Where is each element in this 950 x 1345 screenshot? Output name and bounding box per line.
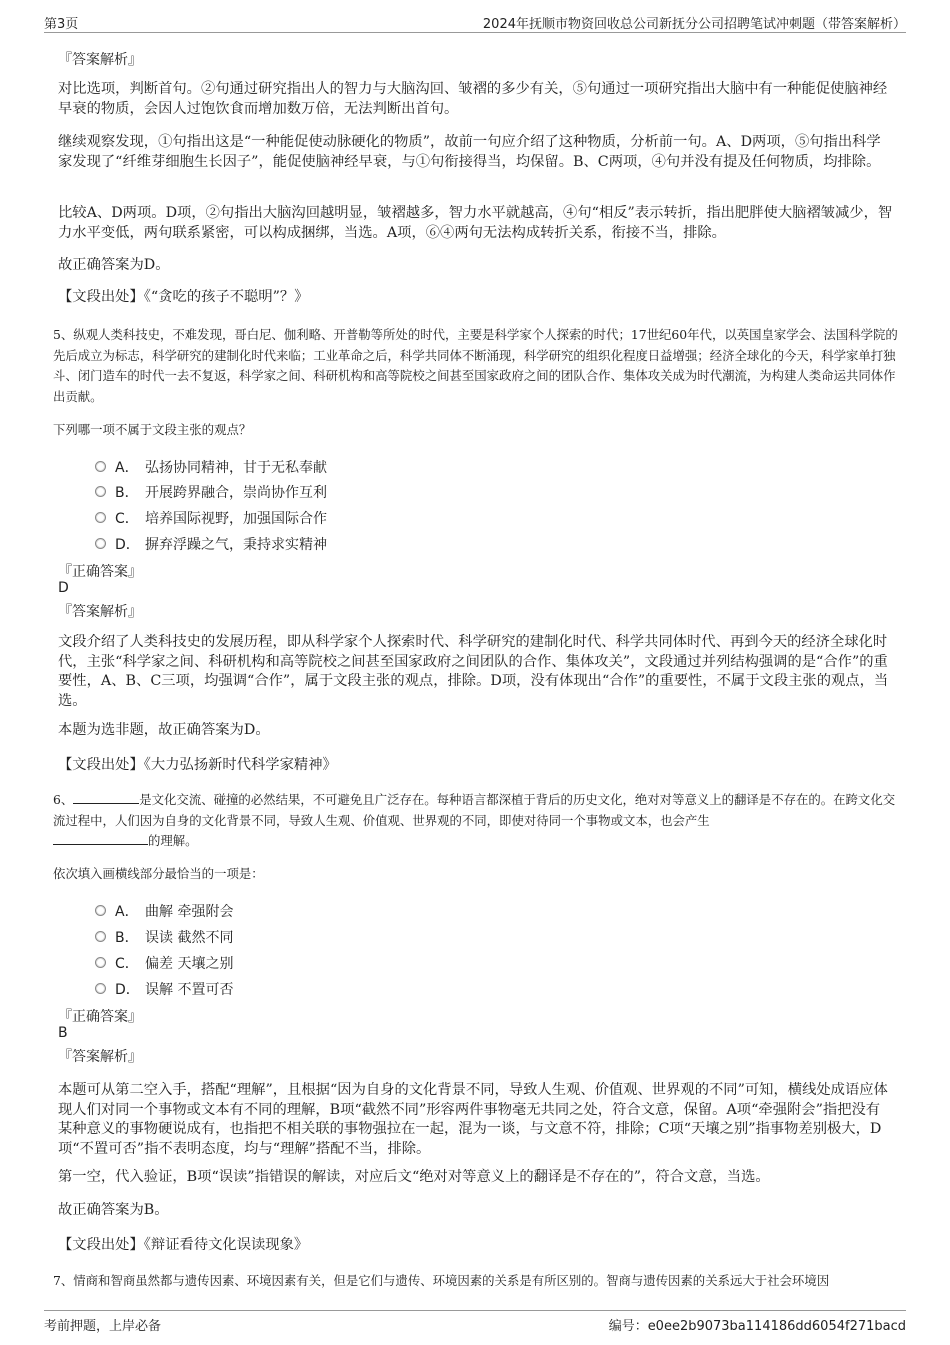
option-text: 培养国际视野，加强国际合作 — [145, 511, 327, 527]
q6-correct-answer: B — [58, 1025, 68, 1041]
q6-stem-a: 是文化交流、碰撞的必然结果，不可避免且广泛存在。每种语言都深植于背后的历史文化，绝对对等意义上的翻译是不存在的。 — [139, 792, 834, 807]
option-key: A． — [115, 904, 139, 920]
q6-correct-label: 『正确答案』 — [58, 1009, 142, 1025]
q5-stem: 5、纵观人类科技史，不难发现，哥白尼、伽利略、开普勒等所处的时代，主要是科学家个人探索的时代；17世纪60年代，以英国皇家学会、法国科学院的先后成立为标志，科学研究的建制化时代来临；工业革命之后，科学共同体不断涌现，科学研究的组织化程度日益增强；经济全球化的今天，科学家单打独斗、闭门造车的时代一去不复返，科学家之间、科研机构和高等院校之间甚至国家政府之间的团队合作、集体攻关成为时代潮流，为构建人类命运共同体作出贡献。 — [53, 327, 898, 404]
option-text: 弘扬协同精神，甘于无私奉献 — [145, 460, 327, 476]
q7-stem: 7、情商和智商虽然都与遗传因素、环境因素有关，但是它们与遗传、环境因素的关系是有所区别的。智商与遗传因素的关系远大于社会环境因 — [53, 1273, 830, 1288]
q6-source: 【文段出处】《辩证看待文化误读现象》 — [58, 1237, 309, 1253]
radio-button[interactable] — [95, 538, 106, 549]
radio-button[interactable] — [95, 931, 106, 942]
option-key: C． — [115, 511, 139, 527]
radio-button[interactable] — [95, 957, 106, 968]
fill-blank-1 — [73, 791, 139, 804]
q4-analysis-label: 『答案解析』 — [58, 52, 142, 68]
option-text: 曲解 牵强附会 — [145, 904, 234, 920]
option-key: B． — [115, 485, 139, 501]
q6-number: 6、 — [53, 792, 74, 807]
q5-analysis-p1: 文段介绍了人类科技史的发展历程，即从科学家个人探索时代、科学研究的建制化时代、科学共同体时代、再到今天的经济全球化时代，主张“科学家之间、科研机构和高等院校之间甚至国家政府之间团队的合作、集体攻关”，文段通过并列结构强调的是“合作”的重要性，A、B、C三项，均强调“合作”，属于文段主张的观点，排除。D项，没有体现出“合作”的重要性，不属于文段主张的观点，当选。 — [58, 634, 889, 709]
option-text: 开展跨界融合，崇尚协作互利 — [145, 485, 327, 501]
radio-button[interactable] — [95, 461, 106, 472]
fill-blank-2 — [53, 832, 148, 845]
document-title: 2024年抚顺市物资回收总公司新抚分公司招聘笔试冲刺题（带答案解析） — [482, 17, 906, 32]
option-key: B． — [115, 930, 139, 946]
q5-source: 【文段出处】《大力弘扬新时代科学家精神》 — [58, 757, 337, 773]
q4-analysis-p2: 继续观察发现，①句指出这是“一种能促使动脉硬化的物质”，故前一句应介绍了这种物质，分析前一句。A、D两项，⑤句指出科学家发现了“纤维芽细胞生长因子”，能促使脑神经早衰，与①句衔接得当，均保留。B、C两项，④句并没有提及任何物质，均排除。 — [58, 134, 881, 170]
q6-analysis-p2: 第一空，代入验证，B项“误读”指错误的解读，对应后文“绝对对等意义上的翻译是不存在的”，符合文意，当选。 — [58, 1169, 770, 1185]
q5-correct-label: 『正确答案』 — [58, 564, 142, 580]
q5-analysis-label: 『答案解析』 — [58, 604, 142, 620]
radio-button[interactable] — [95, 983, 106, 994]
q6-analysis-p1: 本题可从第二空入手，搭配“理解”，且根据“因为自身的文化背景不同，导致人生观、价值观、世界观的不同”可知，横线处成语应体现人们对同一个事物或文本有不同的理解，B项“截然不同”形容两件事物毫无共同之处，符合文意，保留。A项“牵强附会”指把没有某种意义的事物硬说成有，也指把不相关联的事物强拉在一起，混为一谈，与文意不符，排除；C项“天壤之别”指事物差别极大，D项“不置可否”指不表明态度，均与“理解”搭配不当，排除。 — [58, 1082, 888, 1157]
q4-analysis-p3: 比较A、D两项。D项，②句指出大脑沟回越明显，皱褶越多，智力水平就越高，④句“相反”表示转折，指出肥胖使大脑褶皱减少，智力水平变低，两句联系紧密，可以构成捆绑，当选。A项，⑥④两句无法构成转折关系，衔接不当，排除。 — [58, 205, 893, 241]
q6-stem-c: 的理解。 — [148, 833, 198, 848]
q5-question: 下列哪一项不属于文段主张的观点？ — [53, 422, 252, 437]
option-key: D． — [115, 982, 140, 998]
q5-final-answer: 本题为选非题，故正确答案为D。 — [58, 722, 270, 738]
option-text: 误解 不置可否 — [145, 982, 234, 998]
option-key: C． — [115, 956, 139, 972]
option-key: A． — [115, 460, 139, 476]
q4-source: 【文段出处】《“贪吃的孩子不聪明”？》 — [58, 289, 309, 305]
page-footer — [44, 1310, 906, 1333]
q6-final-answer: 故正确答案为B。 — [58, 1202, 169, 1218]
q6-stem-b: 在跨文化交流过程中，人们因为自身的文化背景不同，导致人生观、价值观、世界观的不同，即使对待同一个事物或文本，也会产生 — [53, 792, 896, 828]
q4-final-answer: 故正确答案为D。 — [58, 257, 170, 273]
option-text: 摒弃浮躁之气，秉持求实精神 — [145, 537, 327, 553]
q5-correct-answer: D — [58, 580, 69, 596]
q6-stem — [53, 790, 899, 852]
page-number: 第3页 — [44, 17, 79, 32]
document-id: 编号：e0ee2b9073ba114186dd6054f271bacd — [608, 1319, 906, 1334]
q6-analysis-label: 『答案解析』 — [58, 1049, 142, 1065]
footer-slogan: 考前押题，上岸必备 — [44, 1319, 162, 1334]
option-text: 误读 截然不同 — [145, 930, 234, 946]
radio-button[interactable] — [95, 486, 106, 497]
option-text: 偏差 天壤之别 — [145, 956, 234, 972]
q4-analysis-p1: 对比选项，判断首句。②句通过研究指出人的智力与大脑沟回、皱褶的多少有关，⑤句通过一项研究指出大脑中有一种能促使脑神经早衰的物质，会因人过饱饮食而增加数万倍，无法判断出首句。 — [58, 81, 888, 117]
radio-button[interactable] — [95, 512, 106, 523]
q6-question: 依次填入画横线部分最恰当的一项是： — [53, 866, 264, 881]
page-header — [44, 12, 906, 33]
radio-button[interactable] — [95, 905, 106, 916]
option-key: D． — [115, 537, 140, 553]
